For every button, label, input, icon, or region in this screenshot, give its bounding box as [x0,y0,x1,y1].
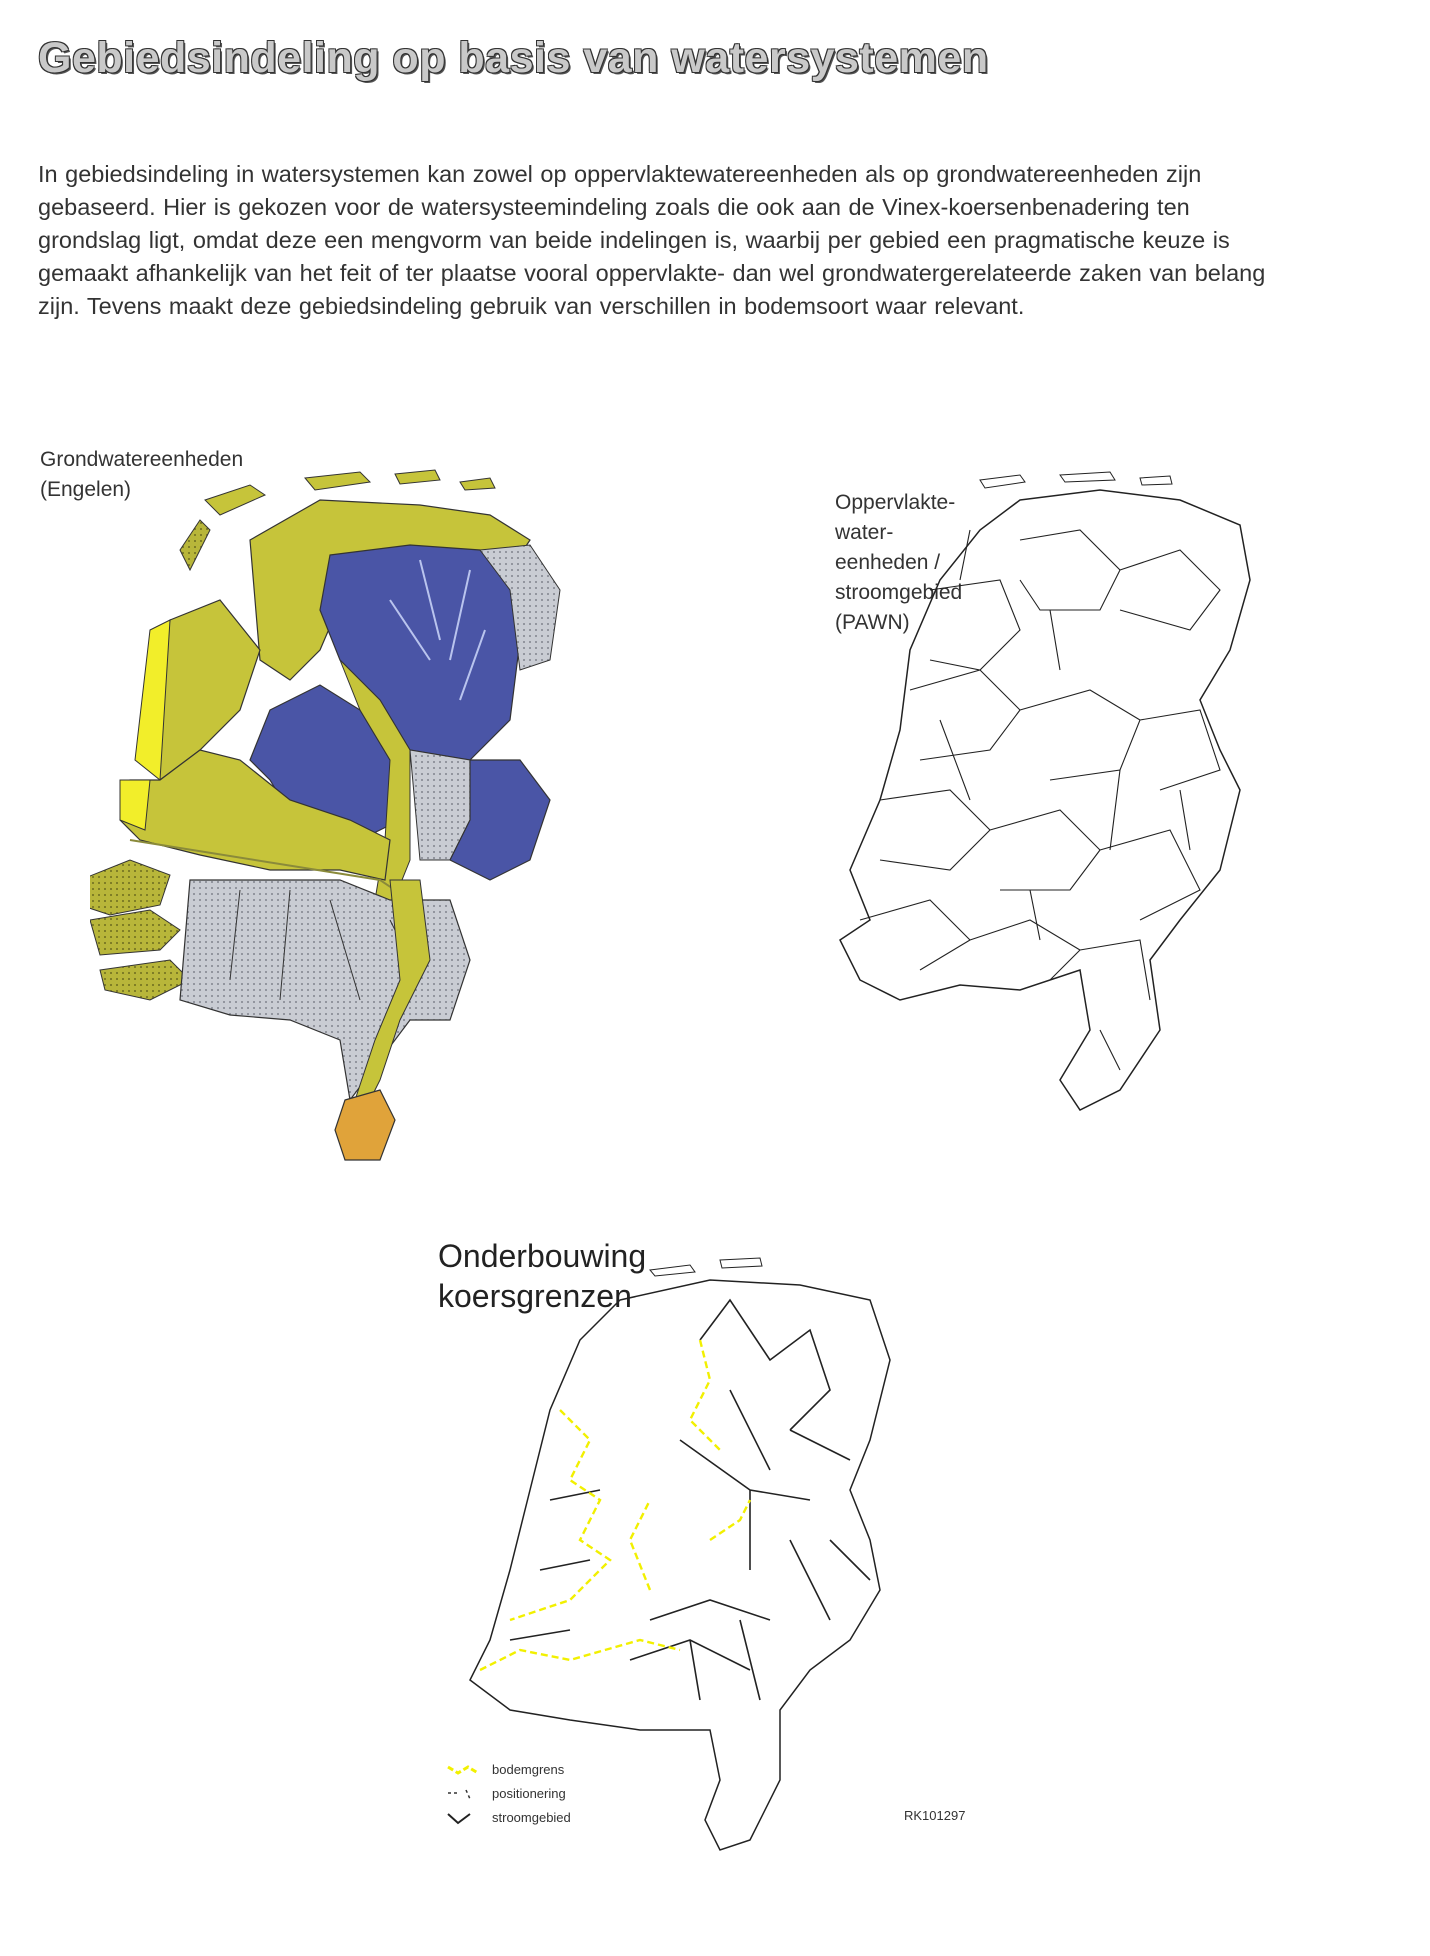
legend-label: positionering [492,1786,566,1801]
positionering-swatch-icon [446,1787,482,1801]
map-grondwater-label: Grondwatereenheden (Engelen) [40,448,244,501]
legend-label: stroomgebied [492,1810,571,1825]
page-title: Gebiedsindeling op basis van watersystemen [38,34,989,82]
map-grondwater [90,460,650,1180]
map-koers [450,1240,1010,1880]
map-koers-label: Onderbouwing koersgrenzen [438,1238,647,1314]
map-oppervlakte-label: Oppervlakte- water- eenheden / stroomgebied (PAWN) [835,491,963,634]
reference-code: RK101297 [904,1808,966,1823]
intro-paragraph: In gebiedsindeling in watersystemen kan zowel op oppervlaktewatereenheden als op grondwatereenheden zijn gebaseerd. Hier is gekozen voor de watersysteemindeling zoals die ook aan de Vinex-koersenbenadering ten grondslag ligt, omdat deze een mengvorm van beide indelingen is, waarbij per gebied een pragmatische keuze is gemaakt afhankelijk van het feit of ter plaatse vooral oppervlakte- dan wel grondwatergerelateerde zaken van belang zijn. Tevens maakt deze gebiedsindeling gebruik van verschillen in bodemsoort waar relevant. [38,161,1266,319]
legend-item-stroomgebied [446,1810,571,1825]
legend-item-bodemgrens [446,1762,564,1777]
stroomgebied-swatch-icon [446,1811,482,1825]
legend-label: bodemgrens [492,1762,565,1777]
bodemgrens-swatch-icon [446,1763,482,1777]
map-oppervlakte [820,470,1290,1170]
legend-item-positionering [446,1786,566,1801]
